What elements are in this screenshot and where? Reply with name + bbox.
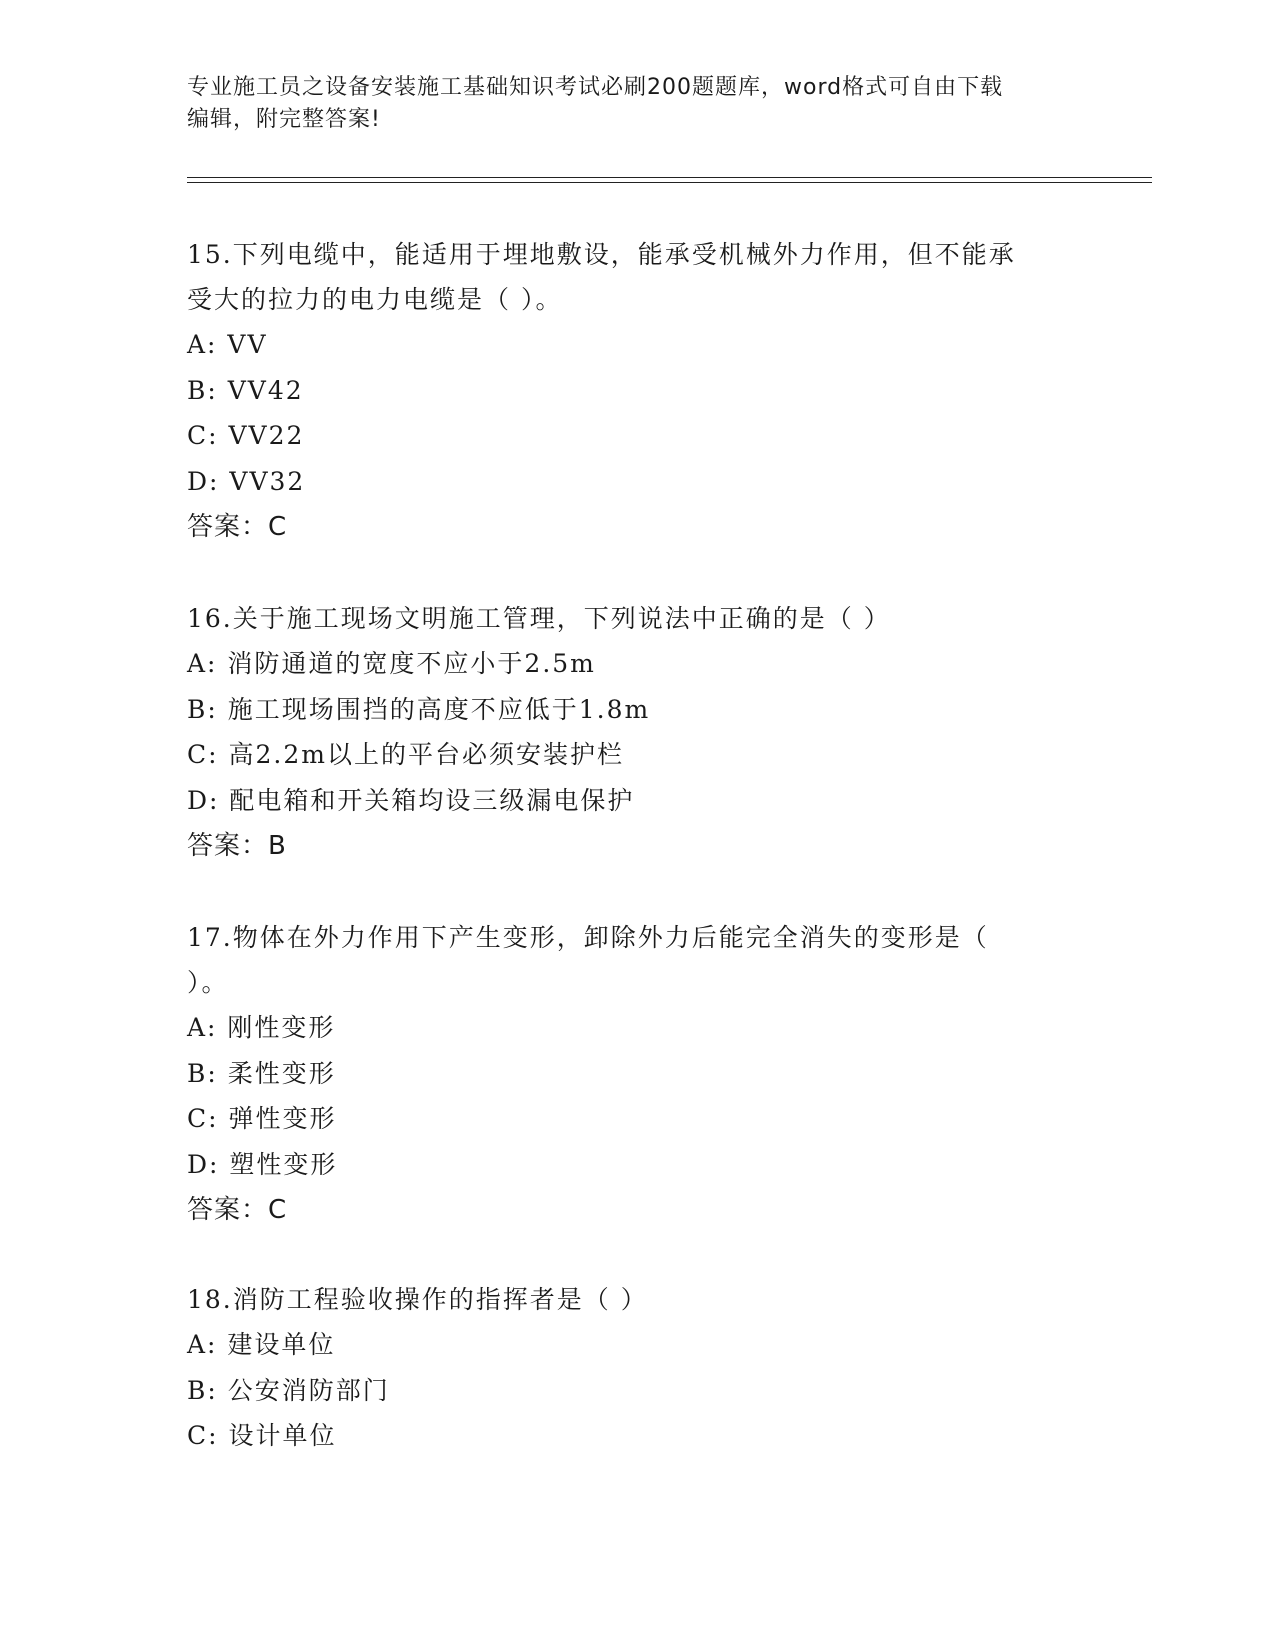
header-line-2: 编辑，附完整答案! (187, 107, 381, 132)
answer-line: 答案：B (187, 831, 287, 861)
header-divider-bottom (187, 182, 1152, 183)
option-a: A: 消防通道的宽度不应小于2.5m (187, 649, 596, 678)
document-header (187, 72, 1067, 136)
option-b: B: VV42 (187, 375, 304, 405)
question-stem-line-2: 受大的拉力的电力电缆是（ ）。 (187, 285, 563, 314)
question-15 (187, 232, 1087, 550)
answer-line: 答案：C (187, 512, 288, 542)
option-b: B: 公安消防部门 (187, 1375, 390, 1405)
option-b: B: 施工现场围挡的高度不应低于1.8m (187, 694, 651, 724)
option-c: C: 高2.2m以上的平台必须安装护栏 (187, 740, 624, 769)
question-stem-line-1: 17.物体在外力作用下产生变形，卸除外力后能完全消失的变形是（ (187, 923, 989, 952)
option-c: C: VV22 (187, 421, 305, 450)
question-stem-line-1: 18.消防工程验收操作的指挥者是（ ） (187, 1285, 648, 1314)
header-line-1: 专业施工员之设备安装施工基础知识考试必刷200题题库，word格式可自由下载 (187, 75, 1004, 100)
answer-line: 答案：C (187, 1195, 288, 1225)
question-17 (187, 915, 1087, 1233)
option-b: B: 柔性变形 (187, 1058, 336, 1088)
option-a: A: VV (187, 330, 268, 359)
question-stem-line-2: ）。 (187, 968, 229, 997)
option-d: D: 配电箱和开关箱均设三级漏电保护 (187, 785, 635, 815)
header-divider-top (187, 177, 1152, 178)
option-a: A: 刚性变形 (187, 1013, 336, 1042)
question-stem-line-1: 15.下列电缆中，能适用于埋地敷设，能承受机械外力作用，但不能承 (187, 240, 1016, 269)
question-18 (187, 1277, 1087, 1459)
option-a: A: 建设单位 (187, 1330, 336, 1359)
question-16 (187, 596, 1087, 869)
option-c: C: 弹性变形 (187, 1104, 337, 1133)
option-d: D: 塑性变形 (187, 1149, 338, 1179)
question-stem-line-1: 16.关于施工现场文明施工管理，下列说法中正确的是（ ） (187, 604, 891, 633)
option-d: D: VV32 (187, 466, 306, 496)
option-c: C: 设计单位 (187, 1421, 337, 1450)
